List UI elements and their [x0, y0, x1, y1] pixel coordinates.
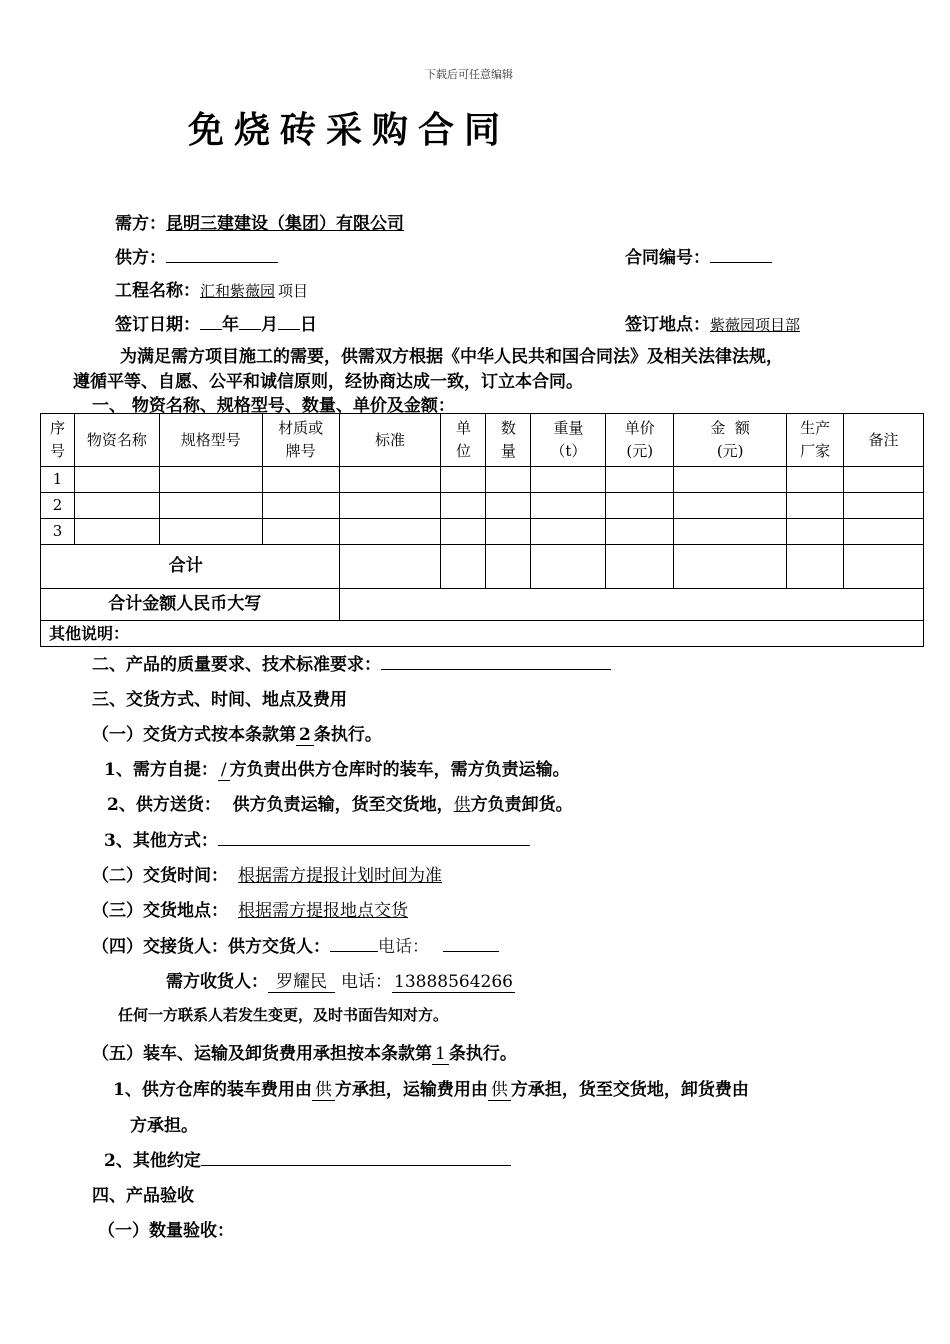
supplier-contact-blank [330, 950, 378, 952]
cell[interactable] [74, 467, 159, 493]
row-index: 1 [41, 467, 75, 493]
sign-place: 紫薇园项目部 [710, 316, 801, 334]
s3-2-line [92, 861, 774, 886]
cell[interactable] [531, 519, 606, 545]
header-cell-unit-price: 单价 (元) [606, 414, 674, 467]
s3-5-num: 1 [432, 1044, 449, 1065]
s3-4-buyer-phone: 13888564266 [394, 972, 513, 992]
header-cell-unit: 单 位 [441, 414, 486, 467]
s3-1-c-line [104, 826, 530, 851]
cell[interactable] [844, 545, 924, 589]
cell[interactable] [262, 493, 339, 519]
cell[interactable] [674, 467, 787, 493]
s3-4-label: （四）交接货人：供方交货人： [92, 937, 330, 957]
sign-place-label: 签订地点： [625, 315, 710, 335]
buyer-name: 昆明三建建设（集团）有限公司 [166, 214, 404, 234]
cell[interactable] [339, 545, 441, 589]
s3-4-buyer-name: 罗耀民 [268, 972, 335, 993]
year-blank [200, 328, 222, 330]
cell[interactable] [441, 493, 486, 519]
table-header-row [41, 414, 924, 467]
cell[interactable] [787, 545, 844, 589]
cell[interactable] [339, 467, 441, 493]
s3-1-b-pre: 2、供方送货： 供方负责运输，货至交货地， [107, 795, 454, 815]
cell[interactable] [787, 493, 844, 519]
s3-1-c-label: 3、其他方式： [104, 831, 218, 851]
s3-4-note: 任何一方联系人若发生变更，及时书面告知对方。 [118, 1006, 449, 1024]
cell[interactable] [531, 545, 606, 589]
s3-1-line [92, 720, 382, 745]
total-rmb-value[interactable] [339, 589, 923, 621]
table-row [41, 519, 924, 545]
cell[interactable] [486, 467, 531, 493]
s3-1-b-line [107, 790, 573, 815]
year-label: 年 [222, 315, 239, 335]
cell[interactable] [531, 467, 606, 493]
cell[interactable] [531, 493, 606, 519]
intro-line-1: 为满足需方项目施工的需要，供需双方根据《中华人民共和国合同法》及相关法律法规， [120, 347, 783, 367]
s3-1-a-pre: 1、需方自提： [104, 760, 218, 780]
section-2-blank [381, 668, 611, 670]
sign-place-line [625, 310, 810, 335]
day-label: 日 [300, 315, 317, 335]
contract-no-blank [710, 261, 772, 263]
total-label: 合计 [41, 545, 340, 589]
total-rmb-row [41, 589, 924, 621]
cell[interactable] [441, 545, 486, 589]
supplier-label: 供方： [115, 248, 166, 268]
cell[interactable] [339, 519, 441, 545]
table-row [41, 493, 924, 519]
cell[interactable] [486, 545, 531, 589]
header-cell-material: 材质或 牌号 [262, 414, 339, 467]
contract-no-label: 合同编号： [625, 248, 710, 268]
s4-1-label: （一）数量验收： [98, 1221, 234, 1241]
table-row [41, 467, 924, 493]
section-2-heading: 二、产品的质量要求、技术标准要求： [92, 655, 381, 675]
sign-date-label: 签订日期： [115, 315, 200, 335]
cell[interactable] [674, 493, 787, 519]
cell[interactable] [787, 519, 844, 545]
cell[interactable] [262, 519, 339, 545]
cell[interactable] [441, 467, 486, 493]
s3-1-a-line [104, 755, 570, 780]
cell[interactable] [74, 519, 159, 545]
cell[interactable] [606, 545, 674, 589]
row-index: 3 [41, 519, 75, 545]
header-note: 下载后可任意编辑 [425, 68, 513, 81]
header-cell-manufacturer: 生产 厂家 [787, 414, 844, 467]
cell[interactable] [262, 467, 339, 493]
project-label: 工程名称： [115, 281, 200, 301]
s3-1-pre: （一）交货方式按本条款第 [92, 725, 296, 745]
s3-1-c-blank [218, 844, 530, 846]
s3-5-pre: （五）装车、运输及卸货费用承担按本条款第 [92, 1044, 432, 1064]
supplier-line [115, 243, 278, 268]
section-3-heading: 三、交货方式、时间、地点及费用 [92, 690, 347, 710]
buyer-label: 需方： [115, 214, 166, 234]
sign-date-line [115, 310, 317, 335]
cell[interactable] [844, 519, 924, 545]
header-cell-remarks: 备注 [844, 414, 924, 467]
project-line [115, 276, 308, 301]
row-index: 2 [41, 493, 75, 519]
project-suffix: 项目 [278, 282, 309, 300]
s3-1-post: 条执行。 [313, 725, 382, 745]
month-label: 月 [261, 315, 278, 335]
s3-2-label: （二）交货时间： [92, 866, 228, 886]
s3-5-b-label: 2、其他约定 [104, 1151, 201, 1171]
s3-4-phone-label: 电话： [378, 937, 429, 957]
cell[interactable] [844, 467, 924, 493]
intro-line-2: 遵循平等、自愿、公平和诚信原则，经协商达成一致，订立本合同。 [73, 372, 583, 392]
project-name: 汇和紫薇园 [200, 282, 276, 300]
s3-2-value: 根据需方提报计划时间为准 [238, 866, 442, 886]
s3-5-b-line [104, 1146, 511, 1171]
s3-4-buyer-phone-label: 电话： [341, 972, 392, 992]
other-notes-row [41, 621, 924, 647]
s3-3-label: （三）交货地点： [92, 901, 228, 921]
s3-3-line [92, 896, 736, 921]
cell[interactable] [339, 493, 441, 519]
goods-table [40, 413, 924, 647]
s3-5-a-fill2: 供 [488, 1080, 511, 1101]
cell[interactable] [159, 467, 262, 493]
cell[interactable] [674, 545, 787, 589]
s3-1-a-fill: / [218, 760, 230, 781]
s3-5-b-blank [201, 1164, 511, 1166]
s3-3-value: 根据需方提报地点交货 [238, 901, 408, 921]
cell[interactable] [844, 493, 924, 519]
header-cell-qty: 数 量 [486, 414, 531, 467]
day-blank [278, 328, 300, 330]
section-4-heading: 四、产品验收 [92, 1186, 194, 1206]
s3-5-a-part1: 1、供方仓库的装车费用由 [113, 1080, 312, 1100]
s3-5-line [92, 1039, 517, 1064]
s3-5-a-part3: 方承担，货至交货地，卸货费由 [510, 1080, 749, 1100]
s3-5-a-part2: 方承担，运输费用由 [334, 1080, 488, 1100]
supplier-blank [166, 261, 278, 263]
s3-4-buyer-label: 需方收货人： [166, 972, 268, 992]
supplier-phone-blank [443, 950, 499, 952]
cell[interactable] [606, 519, 674, 545]
cell[interactable] [674, 519, 787, 545]
header-cell-standard: 标准 [339, 414, 441, 467]
s3-4-buyer-line [166, 967, 515, 992]
header-cell-weight: 重量 （t） [531, 414, 606, 467]
other-notes-label: 其他说明： [41, 621, 924, 647]
cell[interactable] [159, 493, 262, 519]
s3-5-a-line [113, 1075, 749, 1100]
s3-1-b-fill: 供 [453, 795, 471, 815]
total-rmb-label: 合计金额人民币大写 [41, 589, 340, 621]
header-cell-index: 序 号 [41, 414, 75, 467]
document-title: 免烧砖采购合同 [188, 109, 511, 151]
cell[interactable] [606, 493, 674, 519]
section-2-line [92, 650, 611, 675]
section-1-heading: 一、 物资名称、规格型号、数量、单价及金额： [92, 396, 455, 416]
cell[interactable] [441, 519, 486, 545]
s3-5-a-fill1: 供 [312, 1080, 335, 1101]
s3-4-line [92, 932, 499, 957]
s3-1-num: 2 [296, 725, 314, 746]
total-row [41, 545, 924, 589]
s3-5-a-cont: 方承担。 [130, 1116, 198, 1136]
s3-5-post: 条执行。 [448, 1044, 517, 1064]
buyer-line [115, 209, 404, 234]
cell[interactable] [486, 493, 531, 519]
contract-no-line [625, 243, 772, 268]
month-blank [239, 328, 261, 330]
header-cell-amount: 金 额 (元) [674, 414, 787, 467]
cell[interactable] [606, 467, 674, 493]
header-cell-name: 物资名称 [74, 414, 159, 467]
cell[interactable] [787, 467, 844, 493]
header-cell-spec: 规格型号 [159, 414, 262, 467]
s3-1-b-post: 方负责卸货。 [470, 795, 573, 815]
s3-1-a-post: 方负责出供方仓库时的装车，需方负责运输。 [229, 760, 570, 780]
cell[interactable] [159, 519, 262, 545]
cell[interactable] [74, 493, 159, 519]
cell[interactable] [486, 519, 531, 545]
